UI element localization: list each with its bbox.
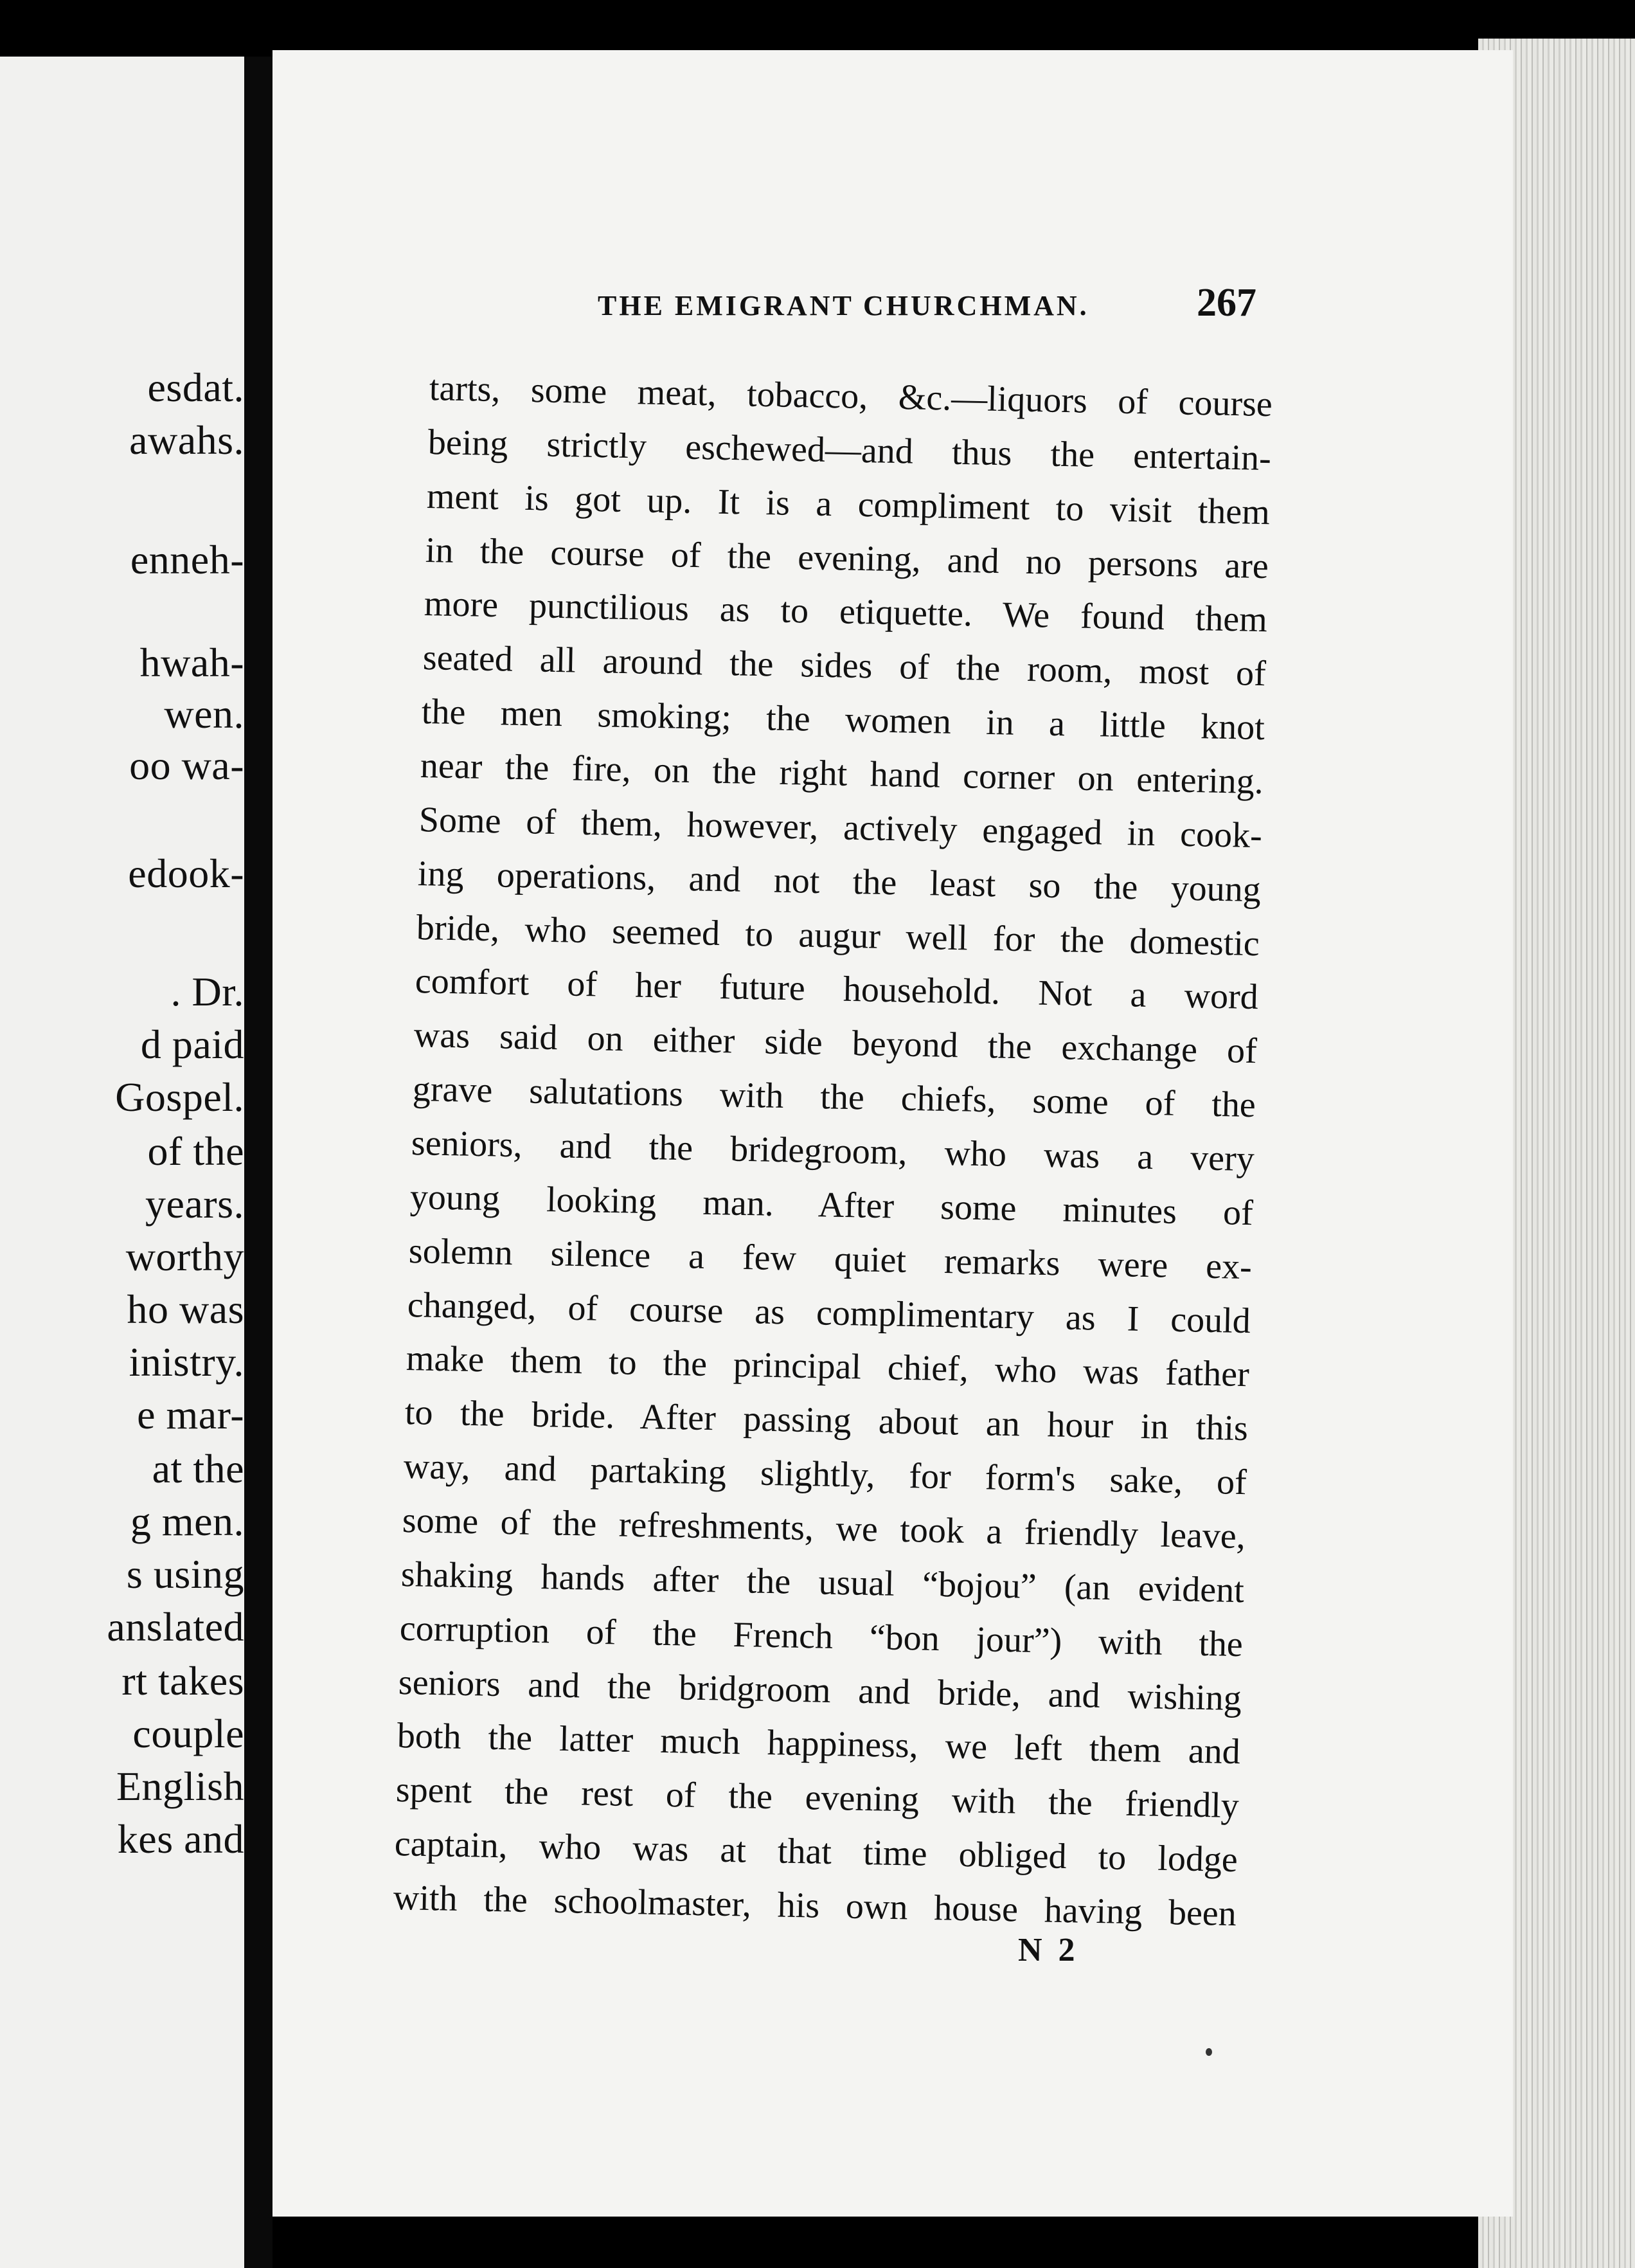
body-line: was said on either side beyond the exchange of bbox=[413, 1015, 1258, 1072]
left-page-line: inistry. bbox=[129, 1339, 244, 1385]
left-page-line: kes and bbox=[117, 1816, 244, 1862]
left-page-line: at the bbox=[152, 1446, 244, 1491]
body-line: seniors, and the bridegroom, who was a very bbox=[411, 1123, 1255, 1180]
left-page-line: years. bbox=[145, 1181, 244, 1227]
left-page-line: English bbox=[116, 1763, 244, 1809]
body-line: near the fire, on the right hand corner on entering. bbox=[420, 746, 1264, 802]
body-line: grave salutations with the chiefs, some of the bbox=[412, 1069, 1256, 1126]
body-line: bride, who seemed to augur well for the domestic bbox=[416, 907, 1260, 964]
body-line: seated all around the sides of the room, most of bbox=[422, 638, 1267, 694]
left-page-line: edook- bbox=[128, 851, 244, 896]
left-page-line: worthy bbox=[125, 1234, 244, 1279]
left-page-line: of the bbox=[147, 1128, 244, 1174]
body-line: ment is got up. It is a compliment to visit them bbox=[426, 476, 1271, 532]
left-page-line: g men. bbox=[130, 1498, 244, 1544]
body-line: comfort of her future household. Not a word bbox=[415, 961, 1259, 1018]
body-line: in the course of the evening, and no persons are bbox=[425, 530, 1269, 586]
body-line: some of the refreshments, we took a friendly leave, bbox=[402, 1500, 1246, 1557]
body-line: captain, who was at that time obliged to lodge bbox=[394, 1824, 1238, 1880]
running-head: THE EMIGRANT CHURCHMAN. bbox=[598, 290, 1089, 321]
body-line: more punctilious as to etiquette. We found them bbox=[424, 584, 1268, 640]
body-line: young looking man. After some minutes of bbox=[409, 1176, 1254, 1234]
left-page-line: couple bbox=[132, 1711, 244, 1756]
body-line: tarts, some meat, tobacco, &c.—liquors of course bbox=[429, 368, 1273, 425]
left-page-line: esdat. bbox=[147, 364, 244, 410]
body-line: to the bride. After passing about an hour in this bbox=[404, 1392, 1249, 1449]
body-line: changed, of course as complimentary as I could bbox=[407, 1284, 1251, 1341]
body-line: seniors and the bridgroom and bride, and wishing bbox=[398, 1662, 1242, 1718]
left-page-line: Gospel. bbox=[115, 1074, 244, 1120]
left-page-line: hwah- bbox=[139, 640, 244, 685]
ink-speck bbox=[1206, 2048, 1212, 2056]
left-page-line: awahs. bbox=[129, 417, 244, 463]
body-line: both the latter much happiness, we left them and bbox=[397, 1716, 1241, 1772]
left-page-line: ho was bbox=[127, 1286, 244, 1332]
left-page-line: . Dr. bbox=[170, 969, 244, 1014]
left-page-line: wen. bbox=[164, 691, 244, 737]
body-line: spent the rest of the evening with the friendly bbox=[395, 1770, 1240, 1826]
body-line: being strictly eschewed—and thus the entertain- bbox=[427, 422, 1272, 479]
body-line: way, and partaking slightly, for form's sake, of bbox=[403, 1446, 1247, 1503]
left-page-line: anslated bbox=[107, 1604, 244, 1650]
left-page-line: e mar- bbox=[137, 1392, 244, 1437]
body-line: corruption of the French “bon jour”) with the bbox=[399, 1608, 1244, 1664]
body-line: Some of them, however, actively engaged in cook- bbox=[418, 799, 1263, 856]
left-page-line: d paid bbox=[140, 1022, 244, 1067]
body-line: make them to the principal chief, who was father bbox=[406, 1338, 1250, 1395]
body-line: ing operations, and not the least so the young bbox=[417, 853, 1262, 910]
left-page-line: enneh- bbox=[130, 537, 244, 582]
body-line: the men smoking; the women in a little knot bbox=[421, 692, 1265, 748]
left-page-line: rt takes bbox=[121, 1658, 244, 1704]
signature-mark: N 2 bbox=[1018, 1932, 1079, 1968]
left-page-line: s using bbox=[126, 1551, 244, 1597]
left-page-line: oo wa- bbox=[129, 742, 244, 788]
body-line: with the schoolmaster, his own house having been bbox=[393, 1878, 1237, 1934]
page-number: 267 bbox=[1197, 281, 1256, 325]
body-line: solemn silence a few quiet remarks were ex- bbox=[408, 1230, 1253, 1287]
body-line: shaking hands after the usual “bojou” (an evident bbox=[400, 1554, 1245, 1611]
